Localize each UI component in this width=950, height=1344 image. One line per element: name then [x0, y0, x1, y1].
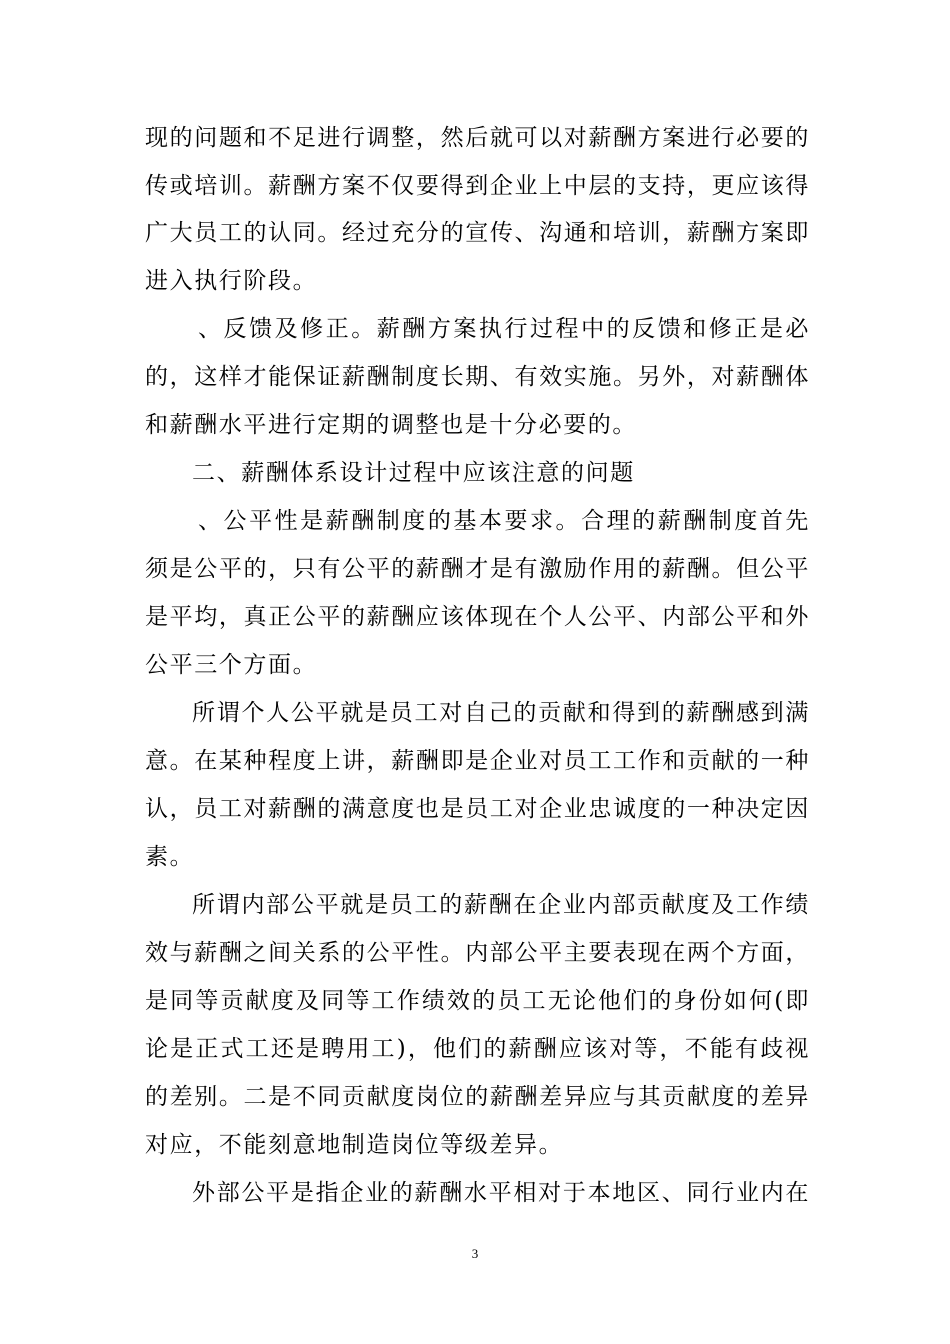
- text-line: 认，员工对薪酬的满意度也是员工对企业忠诚度的一种决定因: [145, 796, 810, 822]
- text-line: 论是正式工还是聘用工)，他们的薪酬应该对等，不能有歧视: [145, 1036, 810, 1062]
- section-heading: 二、薪酬体系设计过程中应该注意的问题: [192, 460, 635, 486]
- text-line: 进入执行阶段。: [145, 268, 318, 294]
- text-line: 对应，不能刻意地制造岗位等级差异。: [145, 1132, 564, 1158]
- text-line: 现的问题和不足进行调整，然后就可以对薪酬方案进行必要的: [145, 125, 810, 151]
- text-line: 须是公平的，只有公平的薪酬才是有激励作用的薪酬。但公平: [145, 556, 810, 582]
- text-line: 所谓个人公平就是员工对自己的贡献和得到的薪酬感到满: [192, 700, 810, 726]
- text-line: 的差别。二是不同贡献度岗位的薪酬差异应与其贡献度的差异: [145, 1084, 810, 1110]
- text-line: 素。: [145, 844, 195, 870]
- text-line: 传或培训。薪酬方案不仅要得到企业上中层的支持，更应该得: [145, 173, 810, 199]
- text-line: 所谓内部公平就是员工的薪酬在企业内部贡献度及工作绩: [192, 892, 810, 918]
- text-line: 的，这样才能保证薪酬制度长期、有效实施。另外，对薪酬体: [145, 364, 810, 390]
- page-number: 3: [471, 1246, 479, 1261]
- text-line: 广大员工的认同。经过充分的宣传、沟通和培训，薪酬方案即: [145, 220, 810, 246]
- text-line: 是同等贡献度及同等工作绩效的员工无论他们的身份如何(即: [145, 988, 810, 1014]
- text-line: 和薪酬水平进行定期的调整也是十分必要的。: [145, 412, 637, 438]
- text-line: 意。在某种程度上讲，薪酬即是企业对员工工作和贡献的一种: [145, 748, 810, 774]
- text-line: 、公平性是薪酬制度的基本要求。合理的薪酬制度首先: [198, 508, 810, 534]
- text-line: 效与薪酬之间关系的公平性。内部公平主要表现在两个方面，: [145, 940, 810, 966]
- text-line: 外部公平是指企业的薪酬水平相对于本地区、同行业内在: [192, 1180, 810, 1206]
- text-line: 、反馈及修正。薪酬方案执行过程中的反馈和修正是必: [198, 316, 810, 342]
- text-line: 公平三个方面。: [145, 652, 318, 678]
- text-line: 是平均，真正公平的薪酬应该体现在个人公平、内部公平和外: [145, 604, 810, 630]
